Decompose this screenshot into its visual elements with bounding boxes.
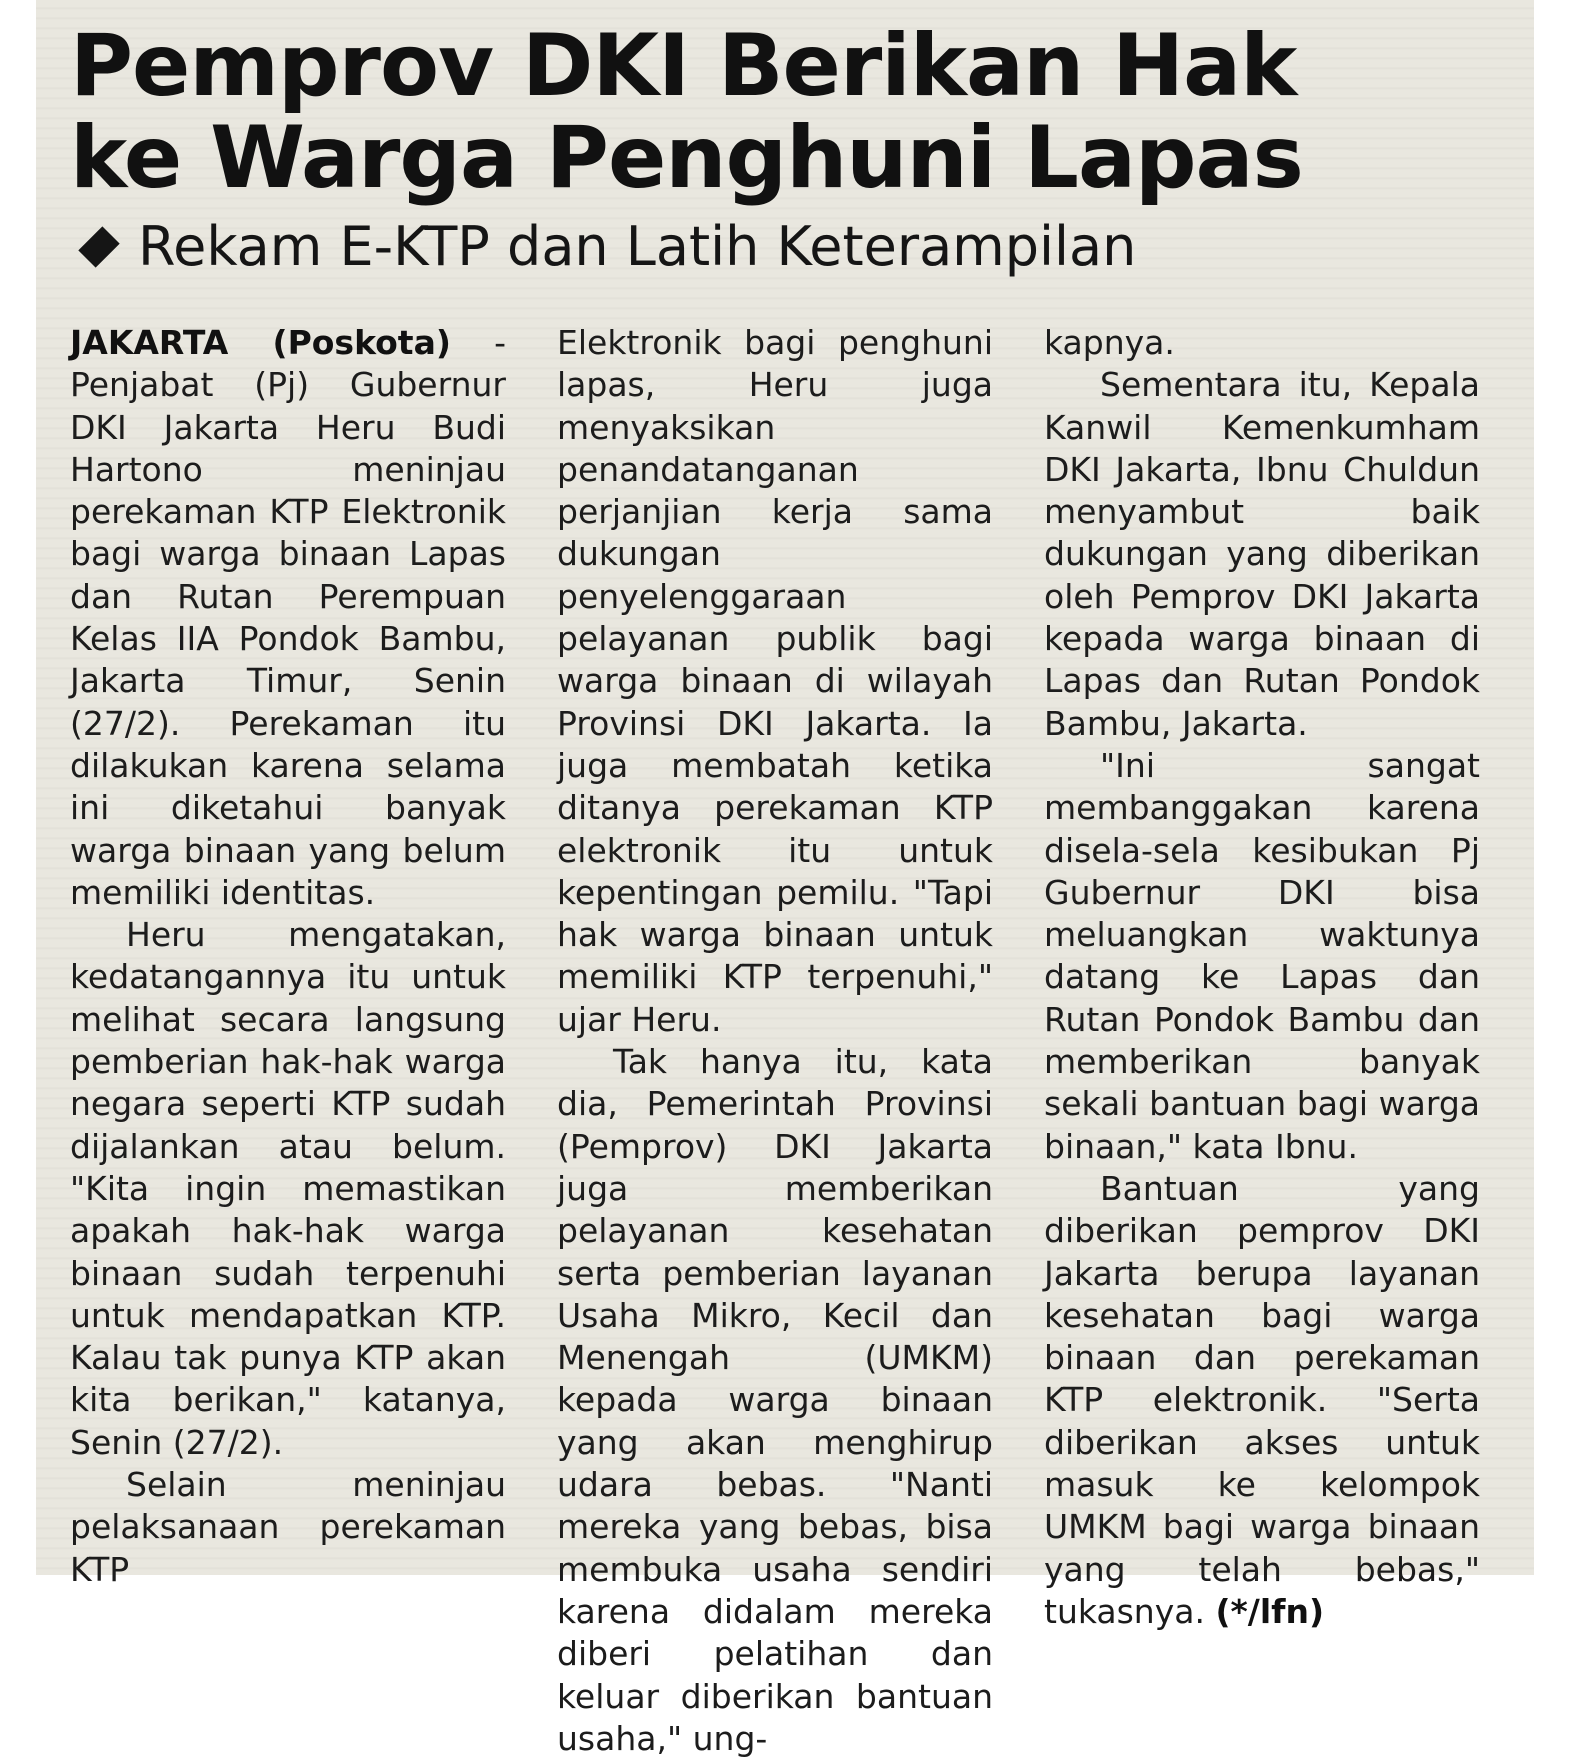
dateline: JAKARTA (Poskota)	[70, 323, 451, 362]
paragraph: Heru mengatakan, kedatangannya itu untuk melihat secara langsung pemberian hak-hak warga negara seperti KTP sudah dijalankan atau belum. "Kita ingin memastikan apakah hak-hak warga binaan sudah terpenuhi untuk mendapatkan KTP. Kalau tak punya KTP akan kita berikan," katanya, Senin (27/2).	[70, 915, 506, 1462]
paragraph: Elektronik bagi penghuni lapas, Heru juga menyaksikan penandatanganan perjanjian kerja sama dukungan penyelenggaraan pelayanan publik bagi warga binaan di wilayah Provinsi DKI Jakarta. Ia juga membatah ketika ditanya perekaman KTP elektronik itu untuk kepentingan pemilu. "Tapi hak warga binaan untuk memiliki KTP terpenuhi," ujar Heru.	[557, 323, 993, 1039]
author-signature: (*/lfn)	[1215, 1591, 1325, 1631]
column-3	[1044, 322, 1480, 1631]
paragraph-text: - Penjabat (Pj) Gubernur DKI Jakarta Heru Budi Hartono meninjau perekaman KTP Elektronik bagi warga binaan Lapas dan Rutan Perempuan Kelas IIA Pondok Bambu, Jakarta Timur, Senin (27/2). Perekaman itu dilakukan karena selama ini diketahui banyak warga binaan yang belum memiliki identitas.	[70, 323, 506, 912]
paragraph	[1044, 1168, 1480, 1633]
newspaper-clipping	[36, 0, 1534, 1758]
column-1	[70, 322, 506, 1589]
column-2	[557, 322, 993, 1758]
paragraph: kapnya.	[1044, 323, 1175, 362]
article-body	[70, 322, 1480, 1758]
diamond-bullet-icon	[78, 226, 119, 267]
paragraph-text: Bantuan yang diberikan pemprov DKI Jakarta berupa layanan kesehatan bagi warga binaan dan perekaman KTP elektronik. "Serta diberikan akses untuk masuk ke kelompok UMKM bagi warga binaan yang telah bebas," tukasnya.	[1044, 1168, 1480, 1631]
paragraph: Tak hanya itu, kata dia, Pemerintah Provinsi (Pemprov) DKI Jakarta juga memberikan pelayanan kesehatan serta pemberian layanan Usaha Mikro, Kecil dan Menengah (UMKM) kepada warga binaan yang akan menghirup udara bebas. "Nanti mereka yang bebas, bisa membuka usaha sendiri karena didalam mereka diberi pelatihan dan keluar diberikan bantuan usaha," ung-	[557, 1042, 993, 1758]
paragraph: "Ini sangat membanggakan karena disela-sela kesibukan Pj Gubernur DKI bisa meluangkan waktunya datang ke Lapas dan Rutan Pondok Bambu dan memberikan banyak sekali bantuan bagi warga binaan," kata Ibnu.	[1044, 745, 1480, 1166]
paragraph	[70, 322, 506, 914]
subheadline-text: Rekam E-KTP dan Latih Keterampilan	[138, 215, 1137, 278]
paragraph: Sementara itu, Kepala Kanwil Kemenkumham DKI Jakarta, Ibnu Chuldun menyambut baik dukungan yang diberikan oleh Pemprov DKI Jakarta kepada warga binaan di Lapas dan Rutan Pondok Bambu, Jakarta.	[1044, 365, 1480, 743]
headline-line-1: Pemprov DKI Berikan Hak	[70, 16, 1297, 116]
headline-line-2: ke Warga Penghuni Lapas	[70, 108, 1303, 208]
headline	[70, 16, 1510, 208]
paragraph: Selain meninjau pelaksanaan perekaman KTP	[70, 1465, 506, 1589]
subheadline	[70, 212, 1510, 282]
